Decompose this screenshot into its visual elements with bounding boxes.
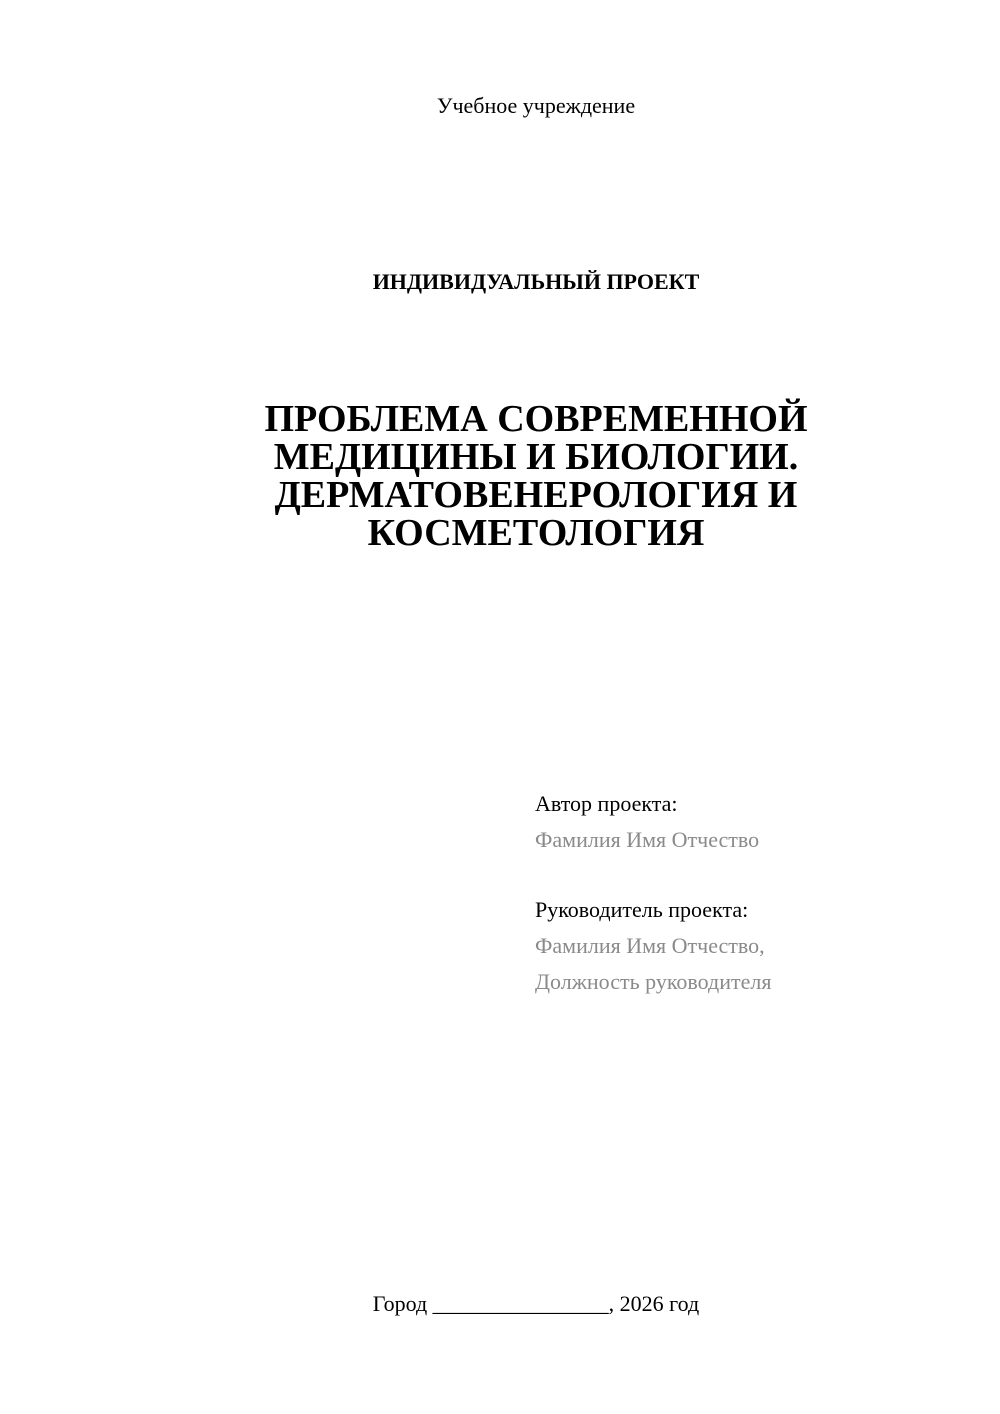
project-title: [200, 400, 872, 552]
project-type-heading: ИНДИВИДУАЛЬНЫЙ ПРОЕКТ: [372, 269, 700, 294]
supervisor-position: Должность руководителя: [535, 969, 772, 994]
project-title-line: КОСМЕТОЛОГИЯ: [367, 512, 705, 554]
author-block: [535, 786, 759, 858]
author-name: Фамилия Имя Отчество: [535, 827, 760, 852]
supervisor-block: [535, 892, 771, 1000]
supervisor-label: Руководитель проекта:: [535, 897, 749, 922]
project-title-line: МЕДИЦИНЫ И БИОЛОГИИ.: [273, 436, 799, 478]
supervisor-name: Фамилия Имя Отчество,: [535, 933, 765, 958]
author-label: Автор проекта:: [535, 791, 678, 816]
institution-name: Учебное учреждение: [436, 93, 636, 118]
project-title-line: ПРОБЛЕМА СОВРЕМЕННОЙ: [264, 398, 808, 440]
project-title-line: ДЕРМАТОВЕНЕРОЛОГИЯ И: [274, 474, 798, 516]
city-year-line: Город ________________, 2026 год: [372, 1291, 700, 1316]
